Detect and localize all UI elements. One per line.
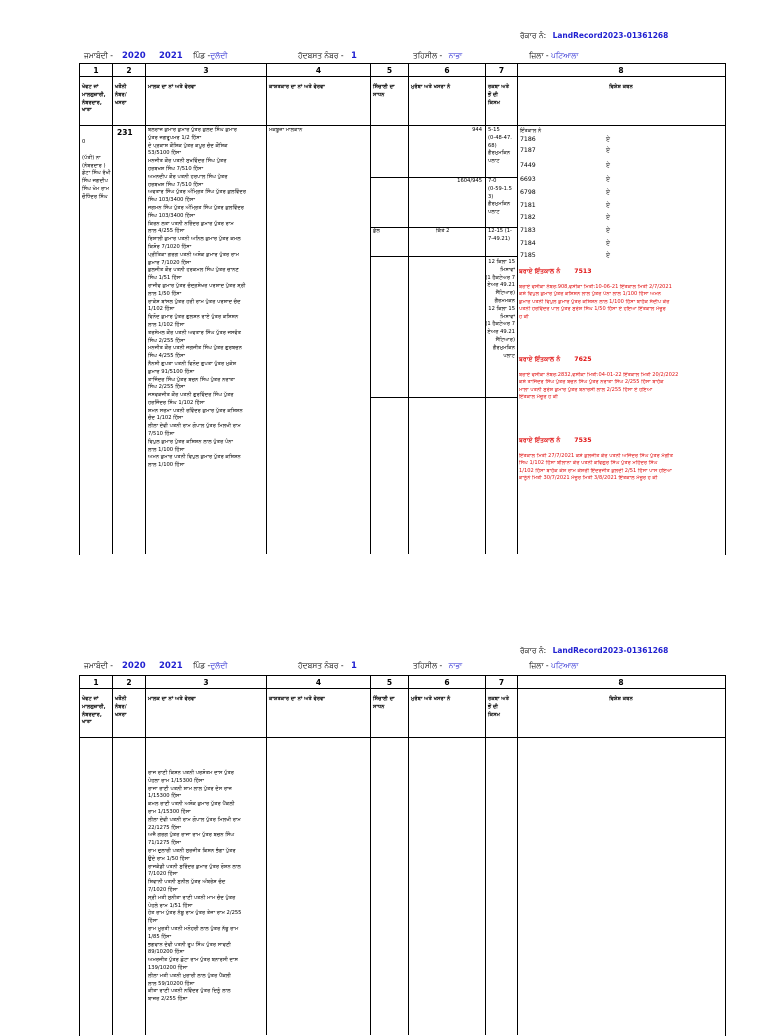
text-line: ਪੇਹਲਾ ਰਾਮ 1/15300 ਹਿੱਸਾ (148, 777, 204, 784)
khewat-line: ਡੇਟਾ ਸਿੰਘ ਰੱਖੀ (82, 170, 111, 177)
mutation-remark (519, 437, 722, 483)
col-number-2: 2 (126, 66, 132, 75)
mutation-mark: ਏ (606, 162, 611, 169)
text-line: 12 ਕਿਲਾ 15 (488, 305, 515, 312)
mutation-number: 7183 (520, 227, 536, 234)
mutation-row (520, 189, 720, 196)
mutation-row (520, 227, 720, 234)
khewat-line: ਸਿੰਘ ਖੇਮ ਰਾਮ (82, 185, 110, 192)
remark-text-line: 1/102 ਹਿੱਸਾ ਬਾਹੱਕ ਕੇਸ਼ ਰਾਮ ਕੇਸ਼ਰੀ ਇੰਦਰਜੀਤ ਕੁਲਦੀ 2/51 ਹਿੱਸਾ ਪਾਸ ਹੋਇਆ (519, 467, 672, 474)
text-line: ਵਿਪੁਲ ਕੁਮਾਰ ਪੁੱਤਰ ਕਸ਼ਿਸ਼ਨ ਲਾਲ ਪੁੱਤਰ ਪੰਨਾ (148, 438, 234, 445)
text-line: ਕੀਤਾ ਰਾਣੀ ਪਤਨੀ ਨਵਿੰਦਰ ਪੁੱਤਰ ਦਿਨੂੰ ਲਾਲ (148, 988, 231, 995)
year-start: 2020 (122, 51, 146, 61)
year-end: 2021 (159, 661, 183, 671)
text-line: 22/1275 ਹਿੱਸਾ (148, 824, 181, 831)
tehsil-name: ਨਾਭਾ (448, 661, 463, 670)
text-line: ਹਰਬਖਸ਼ ਸਿੰਘ 7/510 ਹਿੱਸਾ (148, 181, 204, 188)
col-number-4: 4 (315, 66, 322, 75)
khewat-line (82, 147, 111, 155)
remark-text-line: ਕਸ਼ੇ ਤਾਜਿੰਦਰ ਸਿੰਘ ਪੁੱਤਰ ਬਚਨ ਸਿੰਘ ਪੁੱਤਰ ਨਰਾਤਾ ਸਿੰਘ 2/255 ਹਿੱਸਾ ਬਾਹੱਕ (519, 379, 664, 386)
col-number-8: 8 (618, 678, 624, 687)
col-number-4: 4 (315, 678, 322, 687)
text-line: ਰਾਮ ਦੁਲਾਰੀ ਪਤਨੀ ਸੁਰਜੀਤ ਕਿਸ਼ਨ ਭੰਗਾ ਪੁੱਤਰ (148, 847, 236, 854)
col-header-khatauni-line: ਖਤੌਨੀ (115, 696, 127, 702)
col-number-2: 2 (126, 678, 132, 687)
hadbast-label: ਹੱਦਬਸਤ ਨੰਬਰ - (298, 661, 344, 670)
remark-heading (519, 356, 722, 364)
text-line: ਸਿੰਘ 4/255 ਹਿੱਸਾ (148, 353, 186, 360)
text-line: ਲੀਲਾ ਦੇਵੀ ਪਤਨੀ ਰਾਮ ਗੋਪਾਲ ਪੁੱਤਰ ਮਿਲਖੀ ਰਾਮ (148, 423, 241, 430)
col-number-7: 7 (498, 66, 505, 75)
mutation-row (520, 202, 720, 209)
col-header-cultivator: ਕਾਸ਼ਤਕਾਰ ਦਾ ਨਾਂ ਅਤੇ ਵੇਰਵਾ (269, 84, 325, 90)
khatauni-number: 231 (117, 128, 133, 137)
col-header-khatauni (115, 696, 127, 719)
mutation-remark (519, 268, 722, 321)
col-header-khewat-line: ਖਾਤਾ (82, 719, 92, 726)
col-header-remarks: ਵਿਸ਼ੇਸ਼ ਕਥਨ (609, 84, 633, 90)
text-line: ਜਸਵਕਜੀਤ ਕੌਰ ਪਤਨੀ ਗੁਰਵਿੰਦਰ ਸਿੰਘ ਪੁੱਤਰ (148, 392, 234, 399)
area-row-1 (488, 127, 512, 166)
text-line: ਸਿੰਘ 1/51 ਹਿੱਸਾ (148, 275, 182, 282)
mutation-mark: ਏ (606, 252, 611, 259)
year-start: 2020 (122, 661, 146, 671)
col-header-khatauni-line: ਨੰਬਰ/ (115, 703, 127, 710)
col-header-area-line: ਭੋਂ ਦੀ (488, 91, 498, 98)
tehsil-label: ਤਹਿਸੀਲ - (413, 661, 443, 670)
record-number (520, 31, 668, 41)
text-line: ਰਾਮ ਮੂਰਤੀ ਪਤਨੀ ਮਨੋਹਰੀ ਲਾਲ ਪੁੱਤਰ ਨੱਥੂ ਰਾਮ (148, 925, 239, 932)
record-id: LandRecord2023-01361268 (552, 31, 669, 40)
text-line: 139/10200 ਹਿੱਸਾ (148, 964, 188, 971)
remark-text-line: ਪਤਨੀ ਹਰਵਿੰਦਰ ਪਾਲ ਪੁੱਤਰ ਸੁਰੇਸ਼ ਸਿੰਘ 1/50 ਹਿੱਸਾ ਏ ਹੋਇਆ ਇੰਤਕਾਲ ਮੰਜ਼ੂਰ (519, 306, 666, 313)
owner-list (148, 770, 241, 1004)
col-header-irrigation-line: ਸਾਧਨ (373, 91, 385, 98)
mutation-mark: ਏ (606, 227, 611, 234)
text-line: ਕਿਸ਼ੋਰ 7/1020 ਹਿੱਸਾ (148, 243, 192, 250)
col-number-3: 3 (203, 678, 209, 687)
remark-text-line: ਬਰਾਏ ਵਸੀਕਾ ਨੰਬਰ:2832,ਵਸੀਕਾ ਮਿਤੀ:04-01-22 ਇੰਤਕਾਲ ਮਿਤੀ 20/2/2022 (519, 372, 679, 378)
text-line: ਲਾਲ 59/10200 ਹਿੱਸਾ (148, 980, 195, 987)
text-line: 1/15300 ਹਿੱਸਾ (148, 793, 181, 800)
mutation-row (520, 176, 720, 183)
col-header-area-line: ਕਿਸਮ (488, 99, 501, 106)
area-line: 3) (488, 193, 494, 200)
remark-label: ਬਰਾਏ ਇੰਤਕਾਲ ਨੰ (519, 437, 561, 444)
col-header-khewat-line: ਖੇਵਟ ਜਾਂ (82, 84, 99, 90)
remark-text-line: ਕੁਮਾਰ ਪਤਨੀ ਵਿਪੁਲ ਕੁਮਾਰ ਪੁੱਤਰ ਕਸ਼ਿਸ਼ਨ ਲਾਲ 1/100 ਹਿੱਸਾ ਬਾਹੱਕ ਸੰਦੀਪ ਕੌਰ (519, 298, 670, 305)
murabba-total: ਕਿੱਤੇ 2 (436, 228, 450, 234)
hadbast-number: 1 (351, 661, 357, 671)
text-line: ਜਗਮਨ ਸਿੰਘ ਪੁੱਤਰ ਅੰਮ੍ਰਿਤ ਸਿੰਘ ਪੁੱਤਰ ਕੁਲਵਿੰਦਰ (148, 204, 244, 211)
col-header-khewat-line: ਮਾਲਗੁਜ਼ਾਰੀ, (82, 91, 106, 98)
record-id: LandRecord2023-01361268 (552, 646, 669, 655)
text-line: ਮਿਸਾਵਾਂ (500, 313, 515, 320)
text-line: ਬਲਰਾਜ ਕੁਮਾਰ ਕੁਮਾਰ ਪੁੱਤਰ ਕੁਲਦ ਸਿੰਘ ਕੁਮਾਰ (148, 127, 238, 133)
text-line: ਅਮਰਜੀਤ ਪੁੱਤਰ ਛੋਟਾ ਰਾਮ ਪੁੱਤਰ ਬਨਾਰਸੀ ਦਾਸ (148, 957, 238, 964)
col-number-1: 1 (93, 66, 99, 75)
text-line: ਹੇਤ ਰਾਮ ਪੁੱਤਰ ਨੱਥੂ ਰਾਮ ਪੁੱਤਰ ਤੇਜਾ ਰਾਮ 2/255 (148, 910, 242, 917)
col-number-6: 6 (444, 678, 450, 687)
col-number-8: 8 (618, 66, 624, 75)
village-field (193, 51, 227, 61)
text-line: ਲੀਲਾ ਦੇਵੀ ਪਤਨੀ ਰਾਮ ਗੋਪਾਲ ਪੁੱਤਰ ਮਿਲਖੀ ਰਾਮ (148, 816, 241, 823)
text-line: ਹਰਜਿੰਦਰ ਸਿੰਘ 1/102 ਹਿੱਸਾ (148, 399, 205, 406)
village-label: ਪਿੰਡ - (193, 51, 211, 60)
year-end: 2021 (159, 51, 183, 61)
text-line: ਲਾਲ 1/50 ਹਿੱਸਾ (148, 290, 182, 297)
text-line: ਸਿੰਘ 2/255 ਹਿੱਸਾ (148, 384, 186, 391)
village-name: ਦੁਲੱਦੀ (210, 51, 228, 60)
district-label: ਜ਼ਿਲਾ - (529, 661, 549, 670)
col-header-owner: ਮਾਲਕ ਦਾ ਨਾਂ ਅਤੇ ਵੇਰਵਾ (148, 84, 196, 90)
col-header-irrigation-line: ਸਿੰਚਾਈ ਦਾ (373, 696, 395, 702)
text-line: ਬਾਜ਼ਰ 2/255 ਹਿੱਸਾ (148, 996, 188, 1003)
col-header-irrigation-line: ਸਾਧਨ (373, 703, 385, 710)
col-header-area-line: ਰਕਬਾ ਅਤੇ (488, 696, 510, 702)
area-row-2 (488, 178, 512, 217)
text-line: ਦੇ ਪ੍ਰਕਾਸ਼ ਕੌਸ਼ਿਕ ਪੁੱਤਰ ਕਪੂਰ ਚੰਦ ਕੌਸ਼ਿਕ (148, 142, 228, 149)
area-line: 7-49.21) (488, 235, 511, 242)
record-number (520, 646, 668, 656)
text-line: 7/1020 ਹਿੱਸਾ (148, 871, 178, 878)
mutation-row (520, 214, 720, 221)
col-header-murabba: ਮੁਰੱਬਾ ਅਤੇ ਖਸਰਾ ਨੰ (411, 696, 451, 702)
area-line: 7-0 (488, 178, 497, 184)
col-header-khewat-line: ਖਾਤਾ (82, 107, 92, 114)
remark-heading (519, 268, 722, 276)
col-header-irrigation (373, 696, 395, 712)
area-line: ਪਲਾਟ (488, 209, 500, 216)
text-line: ਅਮਨ ਕੁਮਾਰ ਪਤਨੀ ਵਿਪੁਲ ਕੁਮਾਰ ਪੁੱਤਰ ਕਸ਼ਿਸ਼ਨ (148, 454, 241, 461)
remark-text-line: ਮਾਲਾ ਪਤਨੀ ਸੁਰੇਸ਼ ਕੁਮਾਰ ਪੁੱਤਰ ਬਨਾਰਸੀ ਲਾਲ 2/255 ਹਿੱਸਾ ਏ ਹੋਇਆ (519, 386, 653, 393)
area-line: ਗੈਰਮੁਮਕਿਨ (488, 201, 511, 208)
district-name: ਪਟਿਆਲਾ (551, 661, 579, 670)
col-number-5: 5 (386, 678, 393, 687)
col-header-khewat-line: ਨੰਬਰਦਾਰ, (82, 99, 102, 106)
tehsil-label: ਤਹਿਸੀਲ - (413, 51, 443, 60)
area-summary (440, 259, 515, 360)
text-line: ਸੈਂਟਿਆਰ) (495, 336, 515, 343)
col-header-khewat-line: ਖੇਵਟ ਜਾਂ (82, 696, 99, 702)
text-line: ਨੈਨਸੀ ਗੁਪਤਾ ਪਤਨੀ ਵਿਨੋਦ ਗੁਪਤਾ ਪੁੱਤਰ ਮੁਕੇਸ਼ (148, 360, 237, 367)
mutation-mark: ਏ (606, 136, 611, 143)
col-header-irrigation (373, 84, 395, 100)
remark-text-line: ਕਾਨੂੰਨੇ ਮਿਤੀ 30/7/2021 ਮੰਜੂਰ ਮਿਤੀ 3/8/2021 ਇੰਤਕਾਲ ਮੰਜ਼ੂਰ ਹੋ ਕੀ (519, 475, 658, 482)
mutation-mark: ਏ (606, 214, 611, 221)
area-line: ਪਲਾਟ (488, 158, 500, 165)
col-header-area-line: ਭੋਂ ਦੀ (488, 703, 498, 710)
tehsil-name: ਨਾਭਾ (448, 51, 463, 60)
col-header-area-line: ਕਿਸਮ (488, 711, 501, 718)
khewat-line: (ਪੱਤੀ) ਨਾ (82, 154, 101, 161)
mutation-number: 7184 (520, 240, 536, 247)
text-line: ਸੈਂਟਿਆਰ) (495, 290, 515, 297)
remark-text-line: ਇੰਤਕਾਲ ਮਿਤੀ 27/7/2021 ਕਸ਼ੇ ਕੁਲਜੀਤ ਕੌਰ ਪਤਨੀ ਅਜਿੰਦਰ ਸਿੰਘ ਪੁੱਤਰ ਮੰਗੀਤ (519, 453, 674, 459)
remark-mutation-number: 7535 (574, 437, 592, 444)
mutation-mark: ਏ (606, 240, 611, 247)
khewat-cell (82, 139, 111, 202)
text-line: ਹਰਬਖਸ਼ ਸਿੰਘ 7/510 ਹਿੱਸਾ (148, 165, 204, 172)
col-header-khewat-line: ਨੰਬਰਦਾਰ, (82, 711, 102, 718)
text-line: ਉਦੇ ਰਾਮ 1/50 ਹਿੱਸਾ (148, 855, 190, 862)
col-header-khatauni-line: ਖਤੌਨੀ (115, 84, 127, 90)
col-number-3: 3 (203, 66, 209, 75)
record-label: ਰੋਕਾਰ ਨੰ: (520, 646, 547, 655)
district-label: ਜ਼ਿਲਾ - (529, 51, 549, 60)
text-line: ਰਾਜ ਰਾਣੀ ਕਿਸ਼ਨ ਪਤਨੀ ਪਰਸ਼ੋਤਮ ਦਾਸ ਪੁੱਤਰ (148, 770, 234, 776)
text-line: ਰਾਜਾ ਰਾਣੀ ਪਤਨੀ ਸ਼ਾਮ ਲਾਲ ਪੁੱਤਰ ਦੇਸ ਰਾਜ (148, 785, 232, 792)
col-number-7: 7 (498, 678, 505, 687)
text-line: ਅਜੈ ਗਰਗ ਪੁੱਤਰ ਰਾਜਾ ਰਾਮ ਪੁੱਤਰ ਬਚਨ ਸਿੰਘ (148, 832, 235, 839)
text-line: ਰਾਮ 1/15300 ਹਿੱਸਾ (148, 808, 191, 815)
text-line: 53/5100 ਹਿੱਸਾ (148, 150, 181, 157)
mutation-row (520, 252, 720, 259)
mutation-number: 7187 (520, 147, 536, 154)
text-line: ਕੁਲਜੀਤ ਕੌਰ ਪਤਨੀ ਹਰਕਮਲ ਸਿੰਘ ਪੁੱਤਰ ਚਾਨਣ (148, 267, 239, 274)
area-line: 68) (488, 142, 497, 149)
text-line: ਸਿੰਘ 2/255 ਹਿੱਸਾ (148, 337, 186, 344)
text-line: ਪੇਹਲੇ ਰਾਮ 1/51 ਹਿੱਸਾ (148, 902, 193, 909)
col-header-remarks: ਵਿਸ਼ੇਸ਼ ਕਥਨ (609, 696, 633, 702)
mutation-number: 7181 (520, 202, 536, 209)
area-line: (0-48-47. (488, 134, 512, 141)
col-header-khatauni-line: ਖਸਰਾ (115, 711, 127, 718)
khewat-line: ਸਿੰਘ ਜਗਦੀਪ (82, 178, 108, 185)
text-line: ਏਅਰ 49.21 (487, 329, 515, 336)
text-line: ਕਿਰਨ ਲਤਾ ਪਤਨੀ ਨਰਿੰਦਰ ਕੁਮਾਰ ਪੁੱਤਰ ਰਾਮ (148, 220, 234, 227)
text-line: ਲਾਲ 4/255 ਹਿੱਸਾ (148, 228, 185, 235)
mutation-row (520, 240, 720, 247)
col-number-6: 6 (444, 66, 450, 75)
tehsil-field (413, 51, 462, 61)
mutation-number: 7449 (520, 162, 536, 169)
text-line: ਹਿੱਸਾ (148, 918, 158, 925)
col-header-murabba: ਮੁਰੱਬਾ ਅਤੇ ਖਸਰਾ ਨੰ (411, 84, 451, 90)
tehsil-field (413, 661, 462, 671)
khewat-line: (ਨੰਬਰਦਾਰ ) (82, 162, 106, 169)
col-header-khatauni-line: ਨੰਬਰ/ (115, 91, 127, 98)
text-line: ਪ੍ਰੀਤਿਕਾ ਗਰਗ ਪਤਨੀ ਅਸ਼ੋਕ ਕੁਮਾਰ ਪੁੱਤਰ ਰਾਮ (148, 251, 240, 258)
text-line: ਭਗਵਾਨ ਦੇਵੀ ਪਤਨੀ ਰੂਪ ਸਿੰਘ ਪੁੱਤਰ ਸਾਵਣੀ (148, 941, 231, 948)
text-line: ਸਿੰਘ 103/3400 ਹਿੱਸਾ (148, 197, 195, 204)
remark-mutation-number: 7625 (574, 356, 592, 363)
text-line: ਲਾਲ 1/102 ਹਿੱਸਾ (148, 321, 185, 328)
text-line: (1 ਹੈਕਟੇਅਰ 7 (485, 274, 515, 281)
area-line: ਗੈਰਮੁਮਕਿਨ (488, 150, 511, 157)
col-header-area (488, 84, 509, 107)
col-number-1: 1 (93, 678, 99, 687)
text-line: ਰਾਕੇਸ਼ ਬਾਂਸਲ ਪੁੱਤਰ ਹਰੀ ਰਾਮ ਪੁੱਤਰ ਪਰਸ਼ਾਦ ਚੰਦ (148, 298, 241, 305)
text-line: ਰਾਜੀਵ ਕੁਮਾਰ ਪੁੱਤਰ ਚੰਦ੍ਰਸ਼ੇਖਰ ਪਰਸ਼ਾਦ ਪੁੱਤਰ ਸ਼੍ਰੀ (148, 282, 246, 289)
text-line: ਮਨਜੀਤ ਕੌਰ ਪਤਨੀ ਸੁਖਵਿੰਦਰ ਸਿੰਘ ਪੁੱਤਰ (148, 158, 227, 165)
mutation-heading: ਇੰਤਕਾਲ ਨੰ (520, 128, 542, 134)
text-line: ਸ੍ਰੀ ਮਤੀ ਸੁਨੀਤਾ ਰਾਣੀ ਪਤਨੀ ਮਾਮ ਚੰਦ ਪੁੱਤਰ (148, 894, 236, 901)
text-line: ਸਿੰਘ 103/3400 ਹਿੱਸਾ (148, 212, 195, 219)
text-line: ਚੰਦ 1/102 ਹਿੱਸਾ (148, 415, 183, 422)
remark-label: ਬਰਾਏ ਇੰਤਕਾਲ ਨੰ (519, 356, 561, 363)
col-header-owner: ਮਾਲਕ ਦਾ ਨਾਂ ਅਤੇ ਵੇਰਵਾ (148, 696, 196, 702)
text-line: ਤਰਸੇਮਲ ਕੌਰ ਪਤਨੀ ਅਵਤਾਰ ਸਿੰਘ ਪੁੱਤਰ ਜਸਵੰਤ (148, 329, 242, 336)
col-header-khewat (82, 84, 106, 115)
village-field (193, 661, 227, 671)
text-line: ਸ਼ਮਨ ਸਰਮਾ ਪਤਨੀ ਰਵਿੰਦਰ ਕੁਮਾਰ ਪੁੱਤਰ ਕਸ਼ਿਸ਼ਨ (148, 407, 243, 414)
hadbast-number: 1 (351, 51, 357, 61)
text-line: 7/1020 ਹਿੱਸਾ (148, 886, 178, 893)
mutation-number: 7185 (520, 252, 536, 259)
text-line: ਮਨਜੀਤ ਕੌਰ ਪਤਨੀ ਜਗਜੀਤ ਸਿੰਘ ਪੁੱਤਰ ਗੁਰਬਚਨ (148, 345, 242, 352)
mutation-row (520, 136, 720, 143)
mutation-remark (519, 356, 722, 402)
text-line: 1/102 ਹਿੱਸਾ (148, 306, 175, 313)
remark-text-line: ਇੰਤਕਾਲ ਮੰਜ਼ੂਰ ਹੋ ਕੀ (519, 394, 558, 401)
text-line: ਅਵਤਾਰ ਸਿੰਘ ਪੁੱਤਰ ਅੰਮ੍ਰਿਤ ਸਿੰਘ ਪੁੱਤਰ ਕੁਲਵਿੰਦਰ (148, 189, 247, 196)
record-label: ਰੋਕਾਰ ਨੰ: (520, 31, 547, 40)
mutation-row (520, 147, 720, 154)
mutation-row (520, 162, 720, 169)
text-line: ਏਅਰ 49.21 (487, 282, 515, 289)
text-line: ਅਮਨਦੀਪ ਕੌਰ ਪਤਨੀ ਹਰਪਾਲ ਸਿੰਘ ਪੁੱਤਰ (148, 173, 228, 180)
text-line: ਲੀਲਾ ਮਤੀ ਪਤਨੀ ਮੁਰਾਰੀ ਲਾਲ ਪੁੱਤਰ ਪੈਂਕਲੀ (148, 972, 231, 979)
text-line: ਕਮਲ ਰਾਣੀ ਪਤਨੀ ਅਸ਼ੋਕ ਕੁਮਾਰ ਪੁੱਤਰ ਪੈਂਕਲੀ (148, 801, 235, 808)
mutation-mark: ਏ (606, 176, 611, 183)
area-line: 12-15 (1- (488, 228, 512, 234)
text-line: 89/10200 ਹਿੱਸਾ (148, 949, 185, 956)
remark-mutation-number: 7513 (574, 268, 592, 275)
murabba-row-2: 1604/945 (457, 178, 482, 184)
cultivator-name: ਮਕਬੂਜ਼ਾ ਮਾਲਕਾਨ (269, 127, 303, 133)
mutation-number: 6798 (520, 189, 536, 196)
text-line: ਪਲਾਟ (503, 352, 515, 359)
text-line: ਲਾਲ 1/100 ਹਿੱਸਾ (148, 446, 185, 453)
owner-list (148, 127, 246, 470)
text-line: ਲਾਲ 1/100 ਹਿੱਸਾ (148, 462, 185, 469)
text-line: ਸ਼ਿਵਾਨੀ ਪਤਨੀ ਸੁਨੀਲ ਪੁੱਤਰ ਅੰਬਰੇਸ਼ ਚੰਦ (148, 879, 226, 886)
col-header-area (488, 696, 509, 719)
irrigation-total: ਕੁੱਲ (373, 228, 381, 234)
col-header-area-line: ਰਕਬਾ ਅਤੇ (488, 84, 510, 90)
col-number-5: 5 (386, 66, 393, 75)
mutation-number: 7182 (520, 214, 536, 221)
murabba-row-1: 944 (472, 127, 482, 133)
text-line: ਵਿਨੋਦ ਕੁਮਾਰ ਪੁੱਤਰ ਗੁਲਸ਼ਨ ਰਾਏ ਪੁੱਤਰ ਕਸ਼ਿਸ਼ਨ (148, 314, 239, 321)
remark-text-line: ਬਰਾਏ ਵਸੀਕਾ ਨੰਬਰ:908,ਵਸੀਕਾ ਮਿਤੀ:10-06-21 ਇੰਤਕਾਲ ਮਿਤੀ 2/7/2021 (519, 284, 672, 290)
remark-text-line: ਹੋ ਕੀ (519, 313, 529, 320)
text-line: ਗੈਰਮਮਕਨ (494, 297, 515, 304)
remark-text-line: ਕਸ਼ੇ ਵਿਪੁਲ ਕੁਮਾਰ ਪੁੱਤਰ ਕਸ਼ਿਸ਼ਨ ਲਾਲ ਪੁੱਤਰ ਪੰਨਾ ਲਾਲ 1/100 ਹਿੱਸਾ ਅਮਨ (519, 291, 661, 298)
district-field (529, 51, 578, 61)
remark-text-line: ਸਿੰਘ 1/102 ਹਿੱਸਾ ਬੀਲਾਨਾ ਕੌਰ ਪਤਨੀ ਕਵਿਗੁਰ ਸਿੰਘ ਪੁੱਤਰ ਮਹਿੰਦਰ ਸਿੰਘ (519, 460, 658, 467)
area-line: 5-15 (488, 127, 500, 133)
text-line: ਕੁਮਾਰ 91/5100 ਹਿੱਸਾ (148, 368, 195, 375)
text-line: ਮਿਸਾਵਾਂ (500, 266, 515, 273)
jamabandi-label: ਜਮਾਬੰਦੀ - (84, 51, 113, 60)
col-header-irrigation-line: ਸਿੰਚਾਈ ਦਾ (373, 84, 395, 90)
mutation-number: 6693 (520, 176, 536, 183)
col-header-khatauni (115, 84, 127, 107)
text-line: 1/85 ਹਿੱਸਾ (148, 933, 172, 940)
remark-label: ਬਰਾਏ ਇੰਤਕਾਲ ਨੰ (519, 268, 561, 275)
area-line: (0-59-1.5 (488, 185, 512, 192)
district-field (529, 661, 578, 671)
text-line: ਗੈਰਮੁਮਕਿਨ (492, 344, 515, 351)
col-header-cultivator: ਕਾਸ਼ਤਕਾਰ ਦਾ ਨਾਂ ਅਤੇ ਵੇਰਵਾ (269, 696, 325, 702)
mutation-mark: ਏ (606, 147, 611, 154)
text-line: ਰਿਸ਼ਾਲੀ ਕੁਮਾਰ ਪਤਨੀ ਅਨਿਲ ਕੁਮਾਰ ਪੁੱਤਰ ਕਮਲ (148, 236, 241, 243)
hadbast-label: ਹੱਦਬਸਤ ਨੰਬਰ - (298, 51, 344, 60)
text-line: (1 ਹੈਕਟੇਅਰ 7 (485, 321, 515, 328)
text-line: ਰਾਜਕੰਡੀ ਪਤਨੀ ਸੁਰਿੰਦਰ ਕੁਮਾਰ ਪੁੱਤਰ ਰੋਸ਼ਨ ਲਾਲ (148, 863, 241, 870)
text-line: 7/510 ਹਿੱਸਾ (148, 431, 175, 438)
text-line: ਪੁੱਤਰ ਜਗਰੂਪਮਰ 1/2 ਹਿੱਸਾ (148, 134, 202, 141)
col-header-khatauni-line: ਖਸਰਾ (115, 99, 127, 106)
mutation-mark: ਏ (606, 202, 611, 209)
jamabandi-label: ਜਮਾਬੰਦੀ - (84, 661, 113, 670)
text-line: ਤਾਜਿੰਦਰ ਸਿੰਘ ਪੁੱਤਰ ਬਚਨ ਸਿੰਘ ਪੁੱਤਰ ਨਰਾਤਾ (148, 376, 235, 383)
mutation-mark: ਏ (606, 189, 611, 196)
khewat-line: 0 (82, 139, 86, 145)
col-header-khewat-line: ਮਾਲਗੁਜ਼ਾਰੀ, (82, 703, 106, 710)
text-line: ਕੁਮਾਰ 7/1020 ਹਿੱਸਾ (148, 259, 191, 266)
remark-heading (519, 437, 722, 445)
area-total (488, 228, 512, 244)
village-name: ਦੁਲੱਦੀ (210, 661, 228, 670)
khewat-line: ਚੌਧਿੰਦਰ ਸਿੰਘ (82, 193, 108, 200)
mutation-number: 7186 (520, 136, 536, 143)
col-header-khewat (82, 696, 106, 727)
text-line: 71/1275 ਹਿੱਸਾ (148, 840, 181, 847)
district-name: ਪਟਿਆਲਾ (551, 51, 579, 60)
village-label: ਪਿੰਡ - (193, 661, 211, 670)
text-line: 12 ਕਿਲਾ 15 (488, 259, 515, 265)
